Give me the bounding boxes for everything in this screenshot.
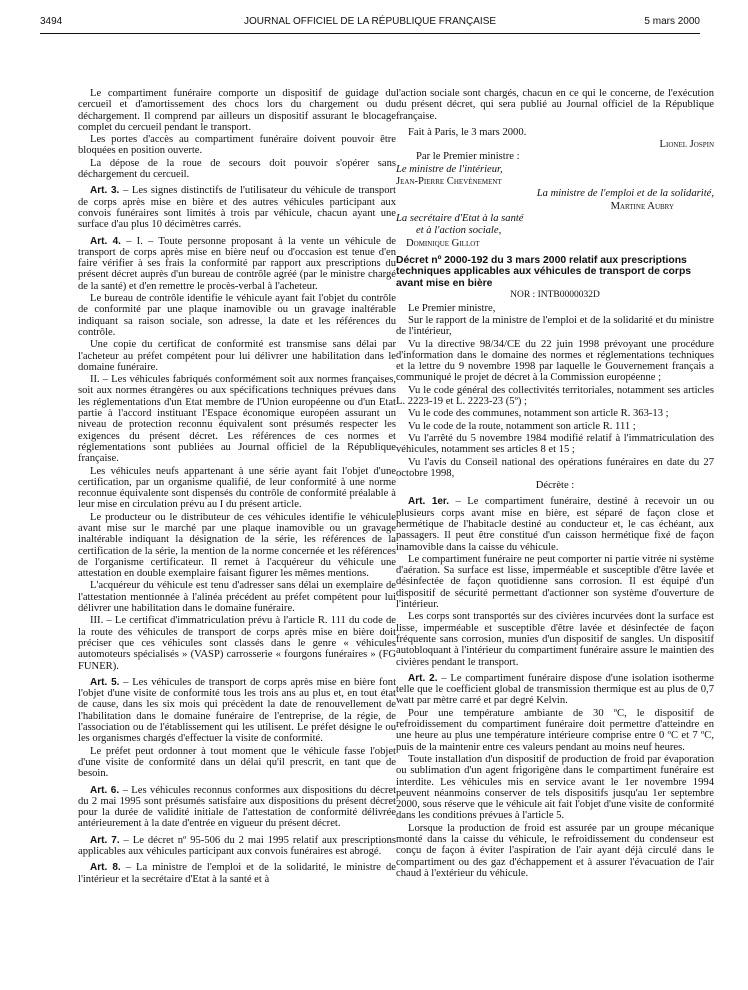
paragraph [396,823,714,879]
paragraph [78,746,396,780]
article-label: Art. 1er. [408,496,450,508]
preamble-paragraph: Vu le code général des collectivités territoriales, notamment ses articles L. 2223-19 et L. 2223-23 (5º) ; [396,384,714,408]
decree-preamble [396,303,714,479]
article-paragraph [396,496,714,552]
article-label: Art. 3. [90,185,120,197]
right-column [396,88,714,880]
article-paragraph [78,236,396,292]
paragraph-text: Le producteur ou le distributeur de ces véhicules identifie le véhicule avant mise sur le marché par une plaque inamovible ou un gravage inaltérable indiquant la désignation de la série, les références de la certification de la série, la mention de la norme concernée et les références de l'organisme certificateur. Il remet à l'acquéreur du véhicule une attestation en double exemplaire faisant figurer les mêmes mentions. [78,511,396,580]
interieur-name: Jean-Pierre Chevènement [396,176,502,188]
paragraph-text: III. – Le certificat d'immatriculation prévu à l'article R. 111 du code de la route des véhicules de transport de corps après mise en bière doit préciser que ces véhicules sont classés dans le genre « véhicules automoteurs spécialisés » (VASP) carrosserie « fourgons funéraires » (FG FUNER). [78,615,396,672]
header-rule [40,33,700,34]
paragraph-text: – Les signes distinctifs de l'utilisateur du véhicule de transport de corps après mise en bière et des autres véhicules participant aux convois funéraires sont limités à trois par véhicule, chacun ayant une surface d'au plus 10 décimètres carrés. [78,185,396,231]
left-column [78,88,396,886]
paragraph-text: Lorsque la production de froid est assurée par un groupe mécanique monté dans la caisse du véhicule, le refroidissement du condenseur est conçu de façon à éviter l'aspiration de l'air ayant déjà circulé dans le compartiment ou des gaz d'échappement et à assurer l'évacuation de l'air chaud à l'extérieur du véhicule. [396,822,714,879]
fait-a-paris: Fait à Paris, le 3 mars 2000. [408,126,527,138]
paragraph-text: Une copie du certificat de conformité est transmise sans délai par l'acheteur au préfet compétent pour lui délivrer une habilitation dans le domaine funéraire. [78,339,396,373]
paragraph-text: La dépose de la roue de secours doit pouvoir s'opérer sans déchargement du cercueil. [78,157,396,181]
preamble-paragraph: Sur le rapport de la ministre de l'emploi et de la solidarité et du ministre de l'intérieur, [396,314,714,338]
signatory-prime-minister: Lionel Jospin [659,139,714,151]
issue-date: 5 mars 2000 [644,16,700,27]
article-paragraph [78,835,396,858]
par-premier-ministre: Par le Premier ministre : [416,151,520,163]
decree-articles [396,496,714,879]
article-paragraph [78,785,396,830]
paragraph [396,708,714,753]
article-label: Art. 8. [90,862,121,874]
paragraph [78,512,396,580]
article-paragraph [78,677,396,745]
decree-nor: NOR : INTB0000032D [510,290,600,301]
decree-title: Décret nº 2000-192 du 3 mars 2000 relatif aux prescriptions techniques applicables aux véhicules de transport de corps avant mise en bière [396,254,692,289]
preamble-paragraph: Vu le code des communes, notamment son article R. 363-13 ; [408,408,669,420]
sante-role-2: et à l'action sociale, [416,225,502,237]
paragraph-text: – La ministre de l'emploi et de la solidarité, le ministre de l'intérieur et la secrétaire d'Etat à la santé et à [78,862,396,885]
paragraph-text: Les portes d'accès au compartiment funéraire doivent pouvoir être bloquées en position ouverte. [78,134,396,157]
sante-name: Dominique Gillot [406,237,480,249]
paragraph-text: Le compartiment funéraire comporte un dispositif de guidage du cercueil et d'amortissement des chocs lors du chargement ou du déchargement. Il comprend par ailleurs un dispositif assurant le blocage complet du cercueil pendant le transport. [78,88,396,133]
preamble-paragraph: Vu l'avis du Conseil national des opérations funéraires en date du 27 octobre 1998, [396,456,714,479]
paragraph-text: – I. – Toute personne proposant à la vente un véhicule de transport de corps après mise en bière neuf ou d'occasion est tenue d'en faire vérifier à ses frais la conformité par rapport aux prescriptions du présent décret auprès d'un bureau de contrôle agréé (par le ministre chargé de la santé) et d'en remettre le procès-verbal à l'acheteur. [78,235,396,292]
paragraph-text: – Les véhicules reconnus conformes aux dispositions du décret du 2 mai 1995 sont présumés satisfaire aux dispositions du présent décret pour la durée de validité initiale de l'attestation de conformité délivrée antérieurement à la date d'entrée en vigueur du présent décret. [78,784,397,830]
preamble-paragraph: Vu la directive 98/34/CE du 22 juin 1998 prévoyant une procédure d'information dans le domaine des normes et réglementations techniques et la lettre du 9 novembre 1998 par laquelle le Gouvernement français a communiqué le projet de décret à la Commission européenne ; [396,338,714,384]
paragraph [78,293,396,338]
paragraph-text: II. – Les véhicules fabriqués conformément soit aux normes françaises, soit aux normes étrangères ou aux spécifications techniques prévues dans les réglementations d'un Etat membre de l'Union européenne ou d'un Etat partie à l'accord instituant l'Espace économique européen assurant un niveau de protection reconnu équivalent sont présumés respecter les exigences du présent décret. Les références de ces normes et réglementations sont publiées au Journal officiel de la République française. [78,374,396,465]
page-header [40,16,700,30]
sante-role-1: La secrétaire d'Etat à la santé [396,212,524,224]
interieur-role: Le ministre de l'intérieur, [396,163,503,175]
preamble-paragraph: Vu le code de la route, notamment son article R. 111 ; [408,420,636,432]
paragraph-text: – Le décret nº 95-506 du 2 mai 1995 relatif aux prescriptions applicables aux véhicules participant aux convois funéraires est abrogé. [78,834,396,857]
paragraph [78,158,396,181]
page-number: 3494 [40,16,63,27]
paragraph [78,339,396,373]
emploi-name: Martine Aubry [610,200,674,212]
journal-title: JOURNAL OFFICIEL DE LA RÉPUBLIQUE FRANÇAISE [243,16,497,27]
emploi-role: La ministre de l'emploi et de la solidarité, [536,188,714,200]
article-label: Art. 5. [90,676,120,688]
paragraph-text: – Le compartiment funéraire, destiné à recevoir un ou plusieurs corps avant mise en bière, est séparé de façon close et hermétique de l'habitacle destiné au conducteur et, le cas échéant, aux passagers. Il peut être constitué d'un caisson hermétique fixé de façon inamovible dans la caisse du véhicule. [396,496,714,553]
paragraph-text: – Le compartiment funéraire dispose d'une isolation isotherme telle que le coefficient global de transmission thermique est au plus de 0,7 watt par mètre carré et par degré Kelvin. [396,672,715,707]
paragraph-text: Le préfet peut ordonner à tout moment que le véhicule fasse l'objet d'une visite de conformité dans un délai qu'il prescrit, en tant que de besoin. [78,745,396,780]
decrete-heading: Décrète : [535,480,575,492]
article-paragraph [396,673,714,707]
paragraph [78,134,396,157]
article-label: Art. 6. [90,784,120,796]
paragraph-text: Le compartiment funéraire ne peut comporter ni partie vitrée ni système d'aération. Sa surface est lisse, imperméable et susceptible d'être lavée et désinfectée de façon quotidienne sans corrosion. Il est équipé d'un dispositif de sécurité permettant d'actionner son système d'ouverture de l'intérieur. [396,553,714,611]
paragraph-text: Toute installation d'un dispositif de production de froid par évaporation ou sublimation d'un agent frigorigène dans le compartiment funéraire est interdite. Les véhicules mis en service avant le 1er novembre 1994 peuvent néanmoins conserver de tels dispositifs jusqu'au 1er septembre 2000, sous réserve que le véhicule ait fait l'objet d'une visite de conformité dans les conditions prévues à l'article 5. [396,753,714,822]
preamble-paragraph: Le Premier ministre, [408,302,496,314]
article-paragraph [78,862,396,885]
paragraph [78,580,396,614]
article-label: Art. 2. [408,672,438,684]
paragraph-text: L'acquéreur du véhicule est tenu d'adresser sans délai un exemplaire de l'attestation mentionnée à l'alinéa précédent au préfet compétent pour lui délivrer une habilitation dans le domaine funéraire. [78,580,396,615]
article-label: Art. 7. [90,834,120,846]
paragraph-text: Les corps sont transportés sur des civières incurvées dont la surface est lisse, imperméable et susceptible d'être lavée et désinfectée de façon fréquente sans corrosion, munies d'un dispositif de sangles. Un dispositif autobloquant à l'intérieur du compartiment funéraire assure le maintien des civières pendant le transport. [396,611,714,668]
paragraph-text: – Les véhicules de transport de corps après mise en bière font l'objet d'une visite de conformité tous les trois ans au plus et, en tout état de cause, dans les six mois qui précèdent la date de renouvellement de l'habilitation dans le domaine funéraire de l'entreprise, de la régie, de l'association ou de l'établissement qui les utilisent. Le préfet désigne le ou les organismes chargés d'effectuer la visite de conformité. [78,676,397,745]
preamble-paragraph: Vu l'arrêté du 5 novembre 1984 modifié relatif à l'immatriculation des véhicules, notamment ses articles 8 et 15 ; [396,432,714,456]
paragraph [396,554,714,610]
paragraph-text: Pour une température ambiante de 30 ºC, le dispositif de refroidissement du compartiment funéraire doit permettre d'atteindre en une heure au plus une température intérieure comprise entre 0 ºC et 7 ºC, puis de la maintenir entre ces valeurs pendant au moins neuf heures. [396,707,714,753]
paragraph [78,466,396,511]
paragraph-text: Les véhicules neufs appartenant à une série ayant fait l'objet d'une certification, par un organisme qualifié, de leur conformité à une norme reconnue équivalente sont dispensés du contrôle de conformité préalable à leur mise en circulation prévu au I du présent article. [78,465,396,511]
article-paragraph [78,185,396,230]
article-label: Art. 4. [90,235,121,247]
article-8-continuation: l'action sociale sont chargés, chacun en ce qui le concerne, de l'exécution du présent décret, qui sera publié au Journal officiel de la République française. [396,88,714,122]
paragraph [78,374,396,464]
paragraph [78,615,396,671]
paragraph [78,88,396,133]
paragraph [396,754,714,822]
paragraph [396,611,714,667]
paragraph-text: Le bureau de contrôle identifie le véhicule ayant fait l'objet du contrôle de conformité par une plaque inamovible ou un gravage inaltérable indiquant sa raison sociale, son adresse, la date et les références du contrôle. [78,293,396,338]
